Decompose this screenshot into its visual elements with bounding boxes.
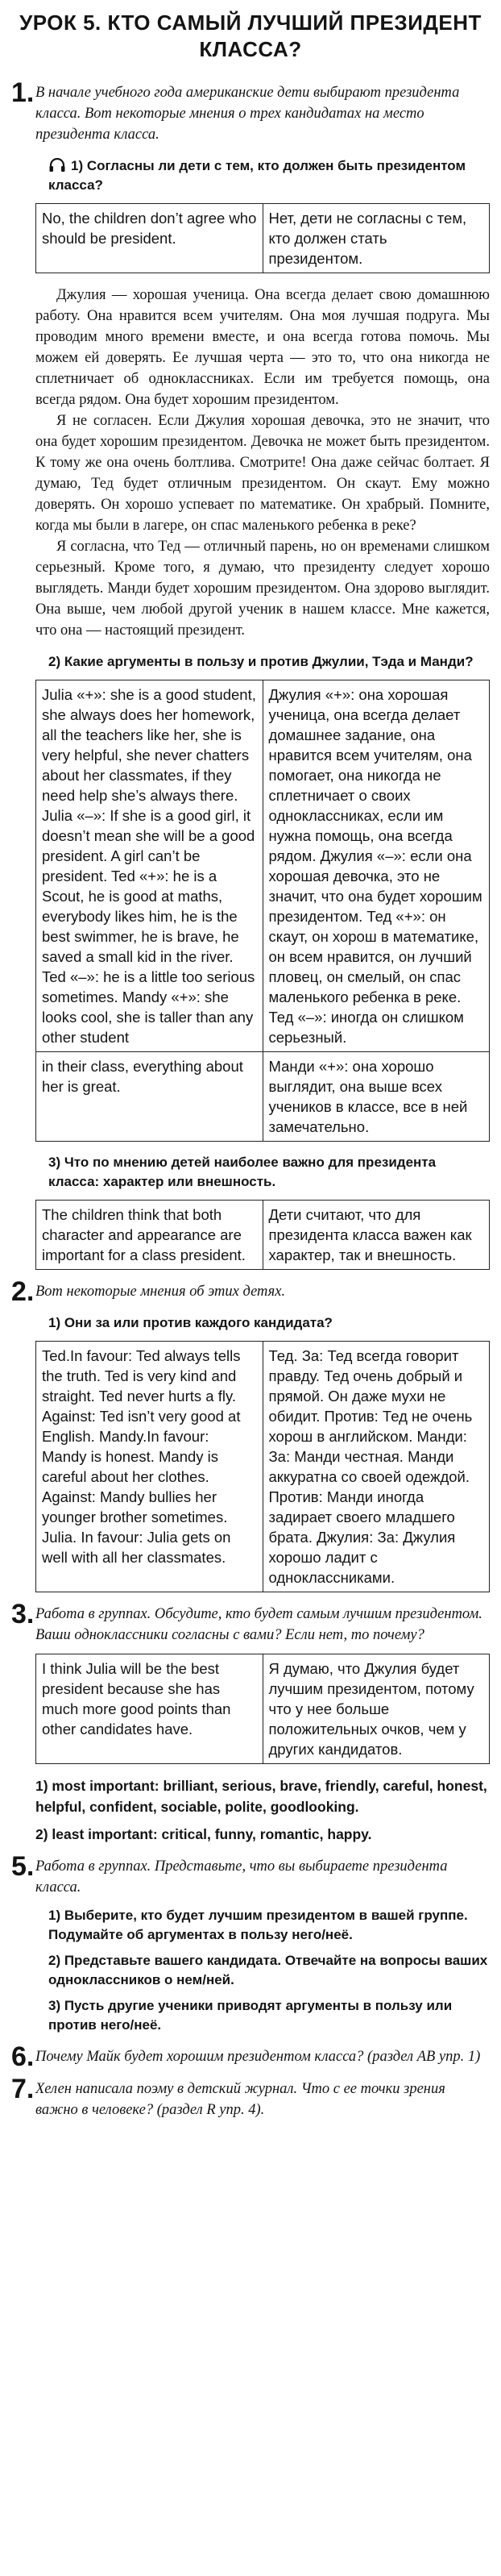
exercise-5 [11,1851,490,2035]
translation-text [35,285,490,641]
question-3: 3) Что по мнению детей наиболее важно для президента класса: характер или внешность. [48,1155,437,1189]
answer-table [35,680,490,1142]
exercise-number: 5. [11,1851,35,1882]
paragraph: Я не согласен. Если Джулия хорошая девочка, это не значит, что она будет хорошим президентом. Девочка не может быть президентом. К тому же она очень болтлива. Смотрите! Она даже сейчас болтает. Я думаю, Тед будет отличным президентом. Он скаут. Ему можно доверять. Он хорошо успевает по математике. Он храбрый. Помните, когда мы были в лагере, он спас маленького ребенка в реке? [35,413,490,534]
step-3: 3) Пусть другие ученики приводят аргументы в пользу или против него/неё. [48,1998,453,2033]
answer-russian: Дети считают, что для президента класса важен как характер, так и внешность. [263,1201,490,1270]
headphones-icon [48,158,66,173]
table-row [36,680,490,1052]
answer-english: The children think that both character and appearance are important for a class president. [36,1201,263,1270]
answer-english: No, the children don’t agree who should be president. [36,204,263,273]
paragraph: Джулия — хорошая ученица. Она всегда делает свою домашнюю работу. Она нравится всем учителям. Она моя лучшая подруга. Мы проводим много времени вместе, и она всегда готова помочь. Мы можем ей доверять. Ее лучшая черта — это то, что она никогда не сплетничает об одноклассниках. Если им требуется помощь, она всегда рядом. Она будет хорошим президентом. [35,287,490,408]
answer-russian: Тед. За: Тед всегда говорит правду. Тед очень добрый и прямой. Он даже мухи не обидит. Против: Тед не очень хорош в английском. Манди: За: Манди честная. Манди аккуратна со своей одеждой. Против: Манди иногда задирает своего младшего брата. Джулия: За: Джулия хорошо ладит с одноклассниками. [263,1342,490,1592]
answer-english: I think Julia will be the best president because she has much more good points than other candidates have. [36,1654,263,1764]
exercise-4 [11,1775,490,1845]
question-1 [35,156,490,195]
exercise-instruction: Хелен написала поэму в детский журнал. Что с ее точки зрения важно в человеке? (раздел R упр. 4). [35,2081,445,2118]
exercise-instruction: Почему Майк будет хорошим президентом класса? (раздел AB упр. 1) [35,2049,481,2065]
question-2: 2) Какие аргументы в пользу и против Джулии, Тэда и Манди? [48,654,474,669]
exercise-instruction: Вот некоторые мнения об этих детях. [35,1284,286,1300]
exercise-number: 7. [11,2074,35,2104]
exercise-6 [11,2041,490,2072]
table-row [36,1654,490,1764]
question-1: 1) Они за или против каждого кандидата? [48,1315,333,1330]
answer-russian: Я думаю, что Джулия будет лучшим президентом, потому что у нее больше положительных очков, чем у других кандидатов. [263,1654,490,1764]
exercise-instruction: В начале учебного года американские дети выбирают президента класса. Вот некоторые мнения о трех кандидатах на место президента класса. [35,85,460,143]
paragraph: Я согласна, что Тед — отличный парень, но он временами слишком серьезный. Кроме того, я думаю, что президенту следует хорошо выглядеть. Манди будет хорошим президентом. Она здорово выглядит. Она выше, чем любой другой ученик в нашем классе. Мне кажется, что она — настоящий президент. [35,539,490,639]
answer-table [35,1200,490,1270]
answer-russian: Джулия «+»: она хорошая ученица, она всегда делает домашнее задание, она нравится всем учителям, она помогает, она никогда не сплетничает о своих одноклассниках, если им нужна помощь, она всегда рядом. Джулия «–»: если она хорошая девочка, это не значит, что она будет хорошим президентом. Тед «+»: он скаут, он хорош в математике, он всем нравится, он лучший пловец, он смелый, он спас маленького ребенка в реке. Тед «–»: иногда он слишком серьезный. [263,680,490,1052]
exercise-3 [11,1599,490,1764]
exercise-instruction: Работа в группах. Обсудите, кто будет самым лучшим президентом. Ваши одноклассники согласны с вами? Если нет, то почему? [35,1606,482,1643]
question-text: 1) Согласны ли дети с тем, кто должен быть президентом класса? [48,158,466,193]
table-row [36,1201,490,1270]
answer-english: Ted.In favour: Ted always tells the truth. Ted is very kind and straight. Ted never hurts a fly. Against: Ted isn’t very good at English. Mandy.In favour: Mandy is honest. Mandy is careful about her clothes. Against: Mandy bullies her younger brother sometimes. Julia. In favour: Julia gets on well with all her classmates. [36,1342,263,1592]
answer-table [35,1654,490,1764]
exercise-instruction: Работа в группах. Представьте, что вы выбираете президента класса. [35,1858,448,1896]
exercise-7 [11,2074,490,2120]
exercise-number: 2. [11,1276,35,1307]
answer-english: Julia «+»: she is a good student, she always does her homework, all the teachers like her, she is very helpful, she never chatters about her classmates, if they need help she’s always there. Julia «–»: If she is a good girl, it doesn’t mean she will be a good president. A girl can’t be president. Ted «+»: he is a Scout, he is good at maths, everybody likes him, he is the best swimmer, he is brave, he saved a small kid in the river. Ted «–»: he is a little too serious sometimes. Mandy «+»: she looks cool, she is taller than any other student [36,680,263,1052]
answer-russian: Манди «+»: она хорошо выглядит, она выше всех учеников в классе, все в ней замечательно. [263,1052,490,1142]
step-2: 2) Представьте вашего кандидата. Отвечайте на вопросы ваших одноклассников о нем/ней. [48,1953,488,1987]
table-row [36,1342,490,1592]
table-row [36,1052,490,1142]
step-1: 1) Выберите, кто будет лучшим президентом в вашей группе. Подумайте об аргументах в пользу него/неё. [48,1908,468,1942]
lesson-title: УРОК 5. КТО САМЫЙ ЛУЧШИЙ ПРЕЗИДЕНТ КЛАССА? [19,10,482,61]
answer-table [35,1341,490,1592]
exercise-number: 1. [11,77,35,108]
most-important-list: 1) most important: brilliant, serious, brave, friendly, careful, honest, helpful, confident, sociable, polite, goodlooking. [35,1778,487,1815]
answer-table [35,203,490,273]
answer-english: in their class, everything about her is great. [36,1052,263,1142]
answer-russian: Нет, дети не согласны с тем, кто должен стать президентом. [263,204,490,273]
least-important-list: 2) least important: critical, funny, romantic, happy. [35,1826,372,1842]
table-row [36,204,490,273]
exercise-number: 6. [11,2041,35,2072]
exercise-2 [11,1276,490,1592]
exercise-1 [11,77,490,1270]
exercise-number: 3. [11,1599,35,1629]
